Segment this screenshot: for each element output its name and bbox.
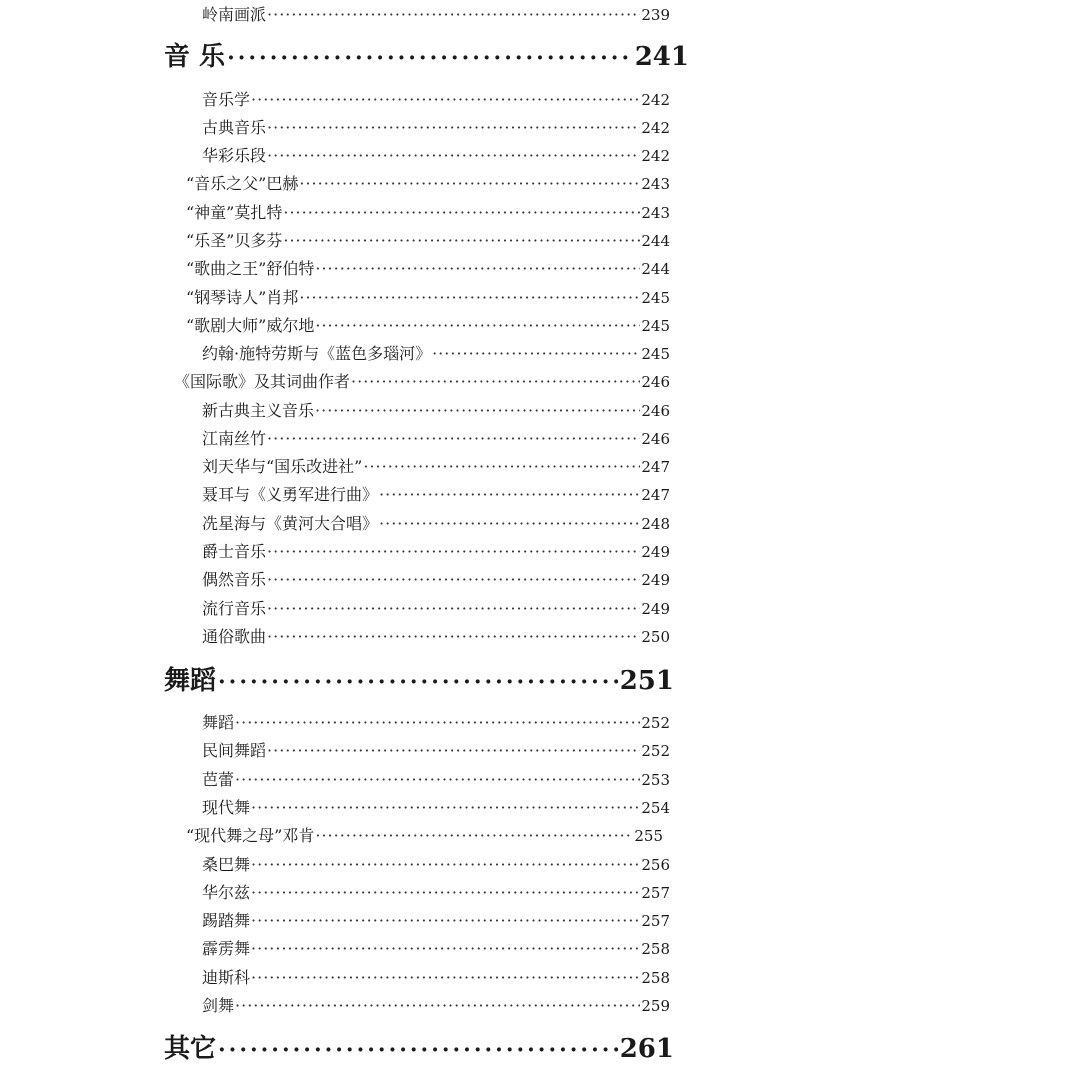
section-page: 241: [634, 42, 689, 72]
dot-leader: [315, 822, 633, 850]
toc-entry: [186, 312, 670, 340]
toc-entry: [202, 86, 670, 114]
dot-leader: [235, 709, 640, 737]
dot-leader: [267, 1, 640, 29]
dot-leader: [251, 794, 640, 822]
dot-leader: [251, 86, 640, 114]
toc-entry-page: 247: [641, 486, 670, 504]
toc-entry: [202, 879, 670, 907]
toc-entry: [174, 368, 670, 396]
toc-entry-title: 桑巴舞: [202, 855, 251, 874]
dot-leader: [363, 453, 640, 481]
toc-entry-title: 新古典主义音乐: [202, 401, 315, 420]
dot-leader: [283, 199, 640, 227]
dot-leader: [267, 538, 640, 566]
toc-entry-title: 爵士音乐: [202, 542, 267, 561]
toc-entry-title: “现代舞之母”邓肯: [186, 826, 315, 845]
dot-leader: [315, 255, 640, 283]
dot-leader: [251, 964, 640, 992]
toc-section-heading: [164, 661, 674, 701]
toc-entry-page: 259: [641, 997, 670, 1015]
dot-leader: [267, 737, 640, 765]
toc-entry-page: 248: [641, 515, 670, 533]
toc-entry-title: 迪斯科: [202, 968, 251, 987]
toc-entry-page: 239: [641, 6, 670, 24]
toc-entry-title: 流行音乐: [202, 599, 267, 618]
toc-entry: [202, 935, 670, 963]
dot-leader: [251, 851, 640, 879]
dot-leader: [299, 170, 640, 198]
toc-entry-page: 249: [641, 543, 670, 561]
toc-entry-title: “神童”莫扎特: [186, 203, 283, 222]
toc-entry: [202, 397, 670, 425]
toc-entry-title: 刘天华与“国乐改进社”: [202, 457, 363, 476]
toc-entry: [186, 255, 670, 283]
toc-entry-page: 243: [641, 175, 670, 193]
section-title: 音 乐: [164, 42, 226, 72]
toc-entry-page: 246: [641, 430, 670, 448]
toc-entry-page: 244: [641, 260, 670, 278]
toc-entry-page: 258: [641, 969, 670, 987]
dot-leader: [218, 1030, 618, 1070]
section-page: 251: [619, 666, 674, 696]
dot-leader: [299, 284, 640, 312]
section-page: 261: [619, 1034, 674, 1064]
toc-entry-title: 古典音乐: [202, 118, 267, 137]
toc-entry-title: 民间舞蹈: [202, 741, 267, 760]
toc-entry-title: 江南丝竹: [202, 429, 267, 448]
toc-entry-title: 华尔兹: [202, 883, 251, 902]
toc-entry-page: 242: [641, 119, 670, 137]
dot-leader: [235, 766, 640, 794]
toc-entry-page: 252: [641, 714, 670, 732]
toc-entry: [202, 538, 670, 566]
toc-entry-title: 霹雳舞: [202, 939, 251, 958]
toc-entry: [202, 623, 670, 651]
dot-leader: [227, 38, 633, 78]
dot-leader: [432, 340, 640, 368]
dot-leader: [283, 227, 640, 255]
toc-entry-title: 剑舞: [202, 996, 235, 1015]
toc-entry: [202, 737, 670, 765]
toc-entry-title: 冼星海与《黄河大合唱》: [202, 514, 379, 533]
toc-section-heading: [164, 37, 689, 77]
toc-entry: [202, 453, 670, 481]
toc-entry-title: 现代舞: [202, 798, 251, 817]
toc-entry-page: 258: [641, 940, 670, 958]
toc-entry-page: 254: [641, 799, 670, 817]
toc-entry-title: 《国际歌》及其词曲作者: [174, 372, 351, 391]
dot-leader: [267, 142, 640, 170]
toc-entry: [202, 142, 670, 170]
dot-leader: [267, 595, 640, 623]
toc-entry-page: 242: [641, 147, 670, 165]
toc-entry-page: 243: [641, 204, 670, 222]
toc-entry: [202, 766, 670, 794]
toc-entry-page: 257: [641, 884, 670, 902]
toc-entry-page: 244: [641, 232, 670, 250]
toc-entry-title: “歌剧大师”威尔地: [186, 316, 315, 335]
toc-entry: [202, 964, 670, 992]
section-title: 其它: [164, 1034, 217, 1064]
toc-entry: [202, 595, 670, 623]
toc-entry-page: 246: [641, 373, 670, 391]
toc-entry: [186, 170, 670, 198]
toc-entry-page: 245: [641, 345, 670, 363]
toc-entry-title: “音乐之父”巴赫: [186, 174, 299, 193]
toc-entry: [202, 114, 670, 142]
toc-entry-title: 聂耳与《义勇军进行曲》: [202, 485, 379, 504]
dot-leader: [267, 566, 640, 594]
toc-entry: [202, 481, 670, 509]
dot-leader: [251, 879, 640, 907]
toc-entry-page: 247: [641, 458, 670, 476]
toc-entry-title: “乐圣”贝多芬: [186, 231, 283, 250]
dot-leader: [379, 481, 640, 509]
toc-entry-title: 舞蹈: [202, 713, 235, 732]
toc-entry-page: 250: [641, 628, 670, 646]
toc-entry-title: 踢踏舞: [202, 911, 251, 930]
toc-entry-title: “钢琴诗人”肖邦: [186, 288, 299, 307]
toc-entry: [202, 992, 670, 1020]
dot-leader: [315, 397, 640, 425]
toc-entry: [202, 1, 670, 29]
toc-entry-page: 249: [641, 600, 670, 618]
dot-leader: [267, 114, 640, 142]
dot-leader: [235, 992, 640, 1020]
dot-leader: [251, 907, 640, 935]
toc-entry-title: 偶然音乐: [202, 570, 267, 589]
dot-leader: [267, 623, 640, 651]
toc-entry: [202, 566, 670, 594]
toc-entry-title: 约翰·施特劳斯与《蓝色多瑙河》: [202, 344, 432, 363]
toc-entry-page: 245: [641, 289, 670, 307]
dot-leader: [267, 425, 640, 453]
toc-entry: [186, 227, 670, 255]
dot-leader: [315, 312, 640, 340]
toc-entry: [186, 199, 670, 227]
dot-leader: [251, 935, 640, 963]
toc-entry-page: 246: [641, 402, 670, 420]
dot-leader: [218, 662, 618, 702]
toc-entry-page: 242: [641, 91, 670, 109]
toc-entry-title: 音乐学: [202, 90, 251, 109]
toc-entry-page: 252: [641, 742, 670, 760]
toc-entry-title: “歌曲之王”舒伯特: [186, 259, 315, 278]
toc-entry-title: 通俗歌曲: [202, 627, 267, 646]
toc-entry-page: 253: [641, 771, 670, 789]
toc-entry: [186, 284, 670, 312]
toc-entry: [202, 851, 670, 879]
toc-entry: [202, 709, 670, 737]
dot-leader: [351, 368, 640, 396]
toc-entry-page: 249: [641, 571, 670, 589]
toc-entry-title: 芭蕾: [202, 770, 235, 789]
toc-entry: [186, 822, 663, 850]
toc-entry: [202, 510, 670, 538]
toc-entry: [202, 794, 670, 822]
toc-section-heading: [164, 1029, 674, 1069]
section-title: 舞蹈: [164, 666, 217, 696]
toc-entry-page: 245: [641, 317, 670, 335]
toc-entry: [202, 425, 670, 453]
toc-entry: [202, 340, 670, 368]
toc-entry-title: 华彩乐段: [202, 146, 267, 165]
toc-entry-page: 257: [641, 912, 670, 930]
toc-entry-page: 256: [641, 856, 670, 874]
toc-entry-title: 岭南画派: [202, 5, 267, 24]
toc-entry: [202, 907, 670, 935]
dot-leader: [379, 510, 640, 538]
toc-entry-page: 255: [634, 827, 663, 845]
